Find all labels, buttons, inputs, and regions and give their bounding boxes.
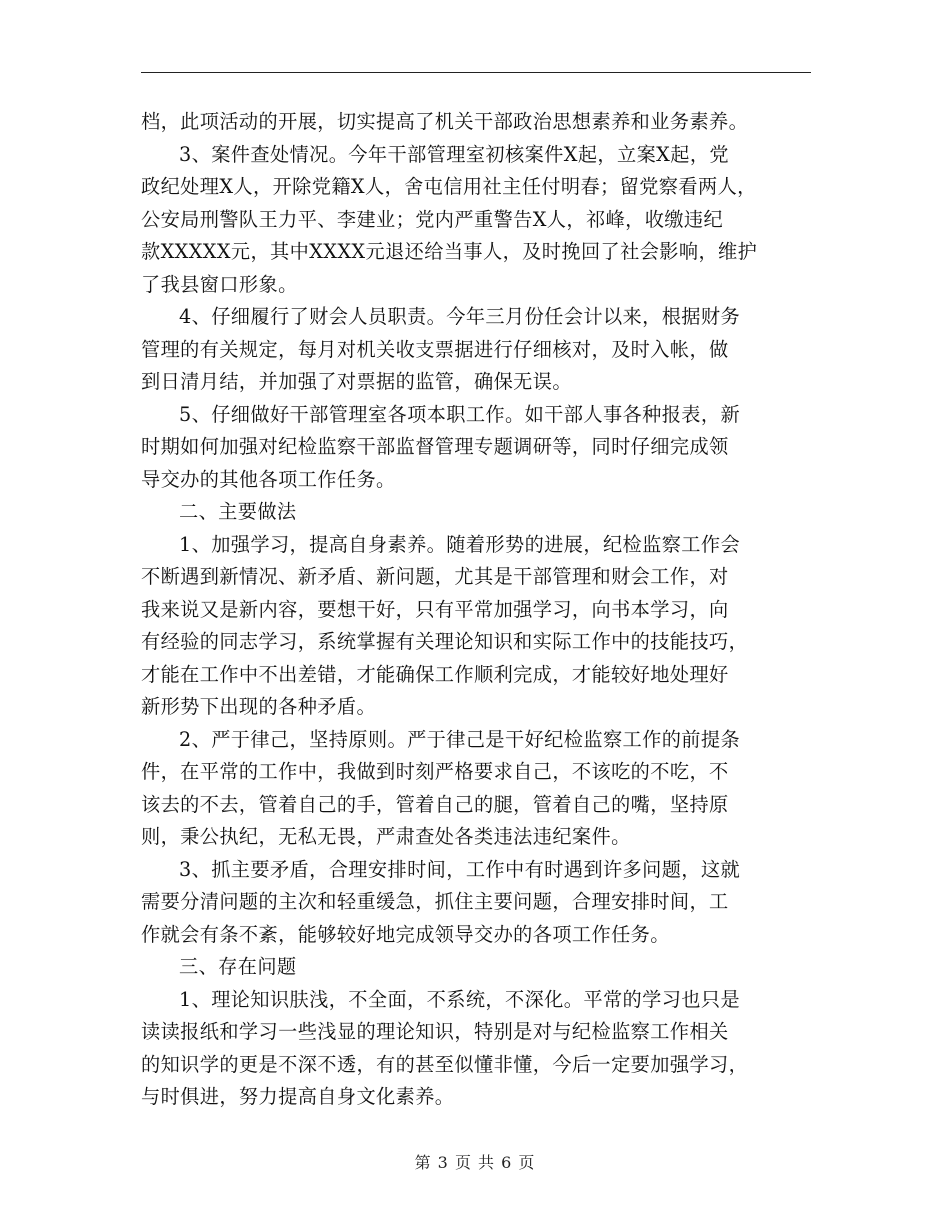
text-line: 5、仔细做好干部管理室各项本职工作。如干部人事各种报表，新 — [179, 402, 741, 426]
text-line: 读读报纸和学习一些浅显的理论知识，特别是对与纪检监察工作相关 — [141, 1020, 729, 1043]
text-line: 与时俱进，努力提高自身文化素养。 — [141, 1085, 455, 1108]
page-number-footer: 第 3 页 共 6 页 — [414, 1153, 536, 1172]
text-line: 该去的不去，管着自己的手，管着自己的腿，管着自己的嘴，坚持原 — [141, 792, 729, 816]
text-line: 管理的有关规定，每月对机关收支票据进行仔细核对，及时入帐，做 — [141, 337, 729, 361]
text-line: 则，秉公执纪，无私无畏，严肃查处各类违法违纪案件。 — [141, 825, 631, 848]
text-line: 1、理论知识肤浅，不全面，不系统，不深化。平常的学习也只是 — [179, 987, 741, 1011]
text-line: 不断遇到新情况、新矛盾、新问题，尤其是干部管理和财会工作，对 — [141, 565, 729, 588]
text-line: 作就会有条不紊，能够较好地完成领导交办的各项工作任务。 — [141, 922, 670, 946]
text-line: 我来说又是新内容，要想干好，只有平常加强学习，向书本学习，向 — [141, 597, 729, 621]
text-line: 1、加强学习，提高自身素养。随着形势的进展，纪检监察工作会 — [179, 532, 741, 556]
text-line: 2、严于律己，坚持原则。严于律己是干好纪检监察工作的前提条 — [179, 727, 741, 751]
text-line: 需要分清问题的主次和轻重缓急，抓住主要问题，合理安排时间，工 — [141, 890, 729, 913]
text-line: 到日清月结，并加强了对票据的监管，确保无误。 — [141, 370, 572, 393]
text-line: 4、仔细履行了财会人员职责。今年三月份任会计以来，根据财务 — [179, 305, 741, 328]
text-line: 款XXXXX元，其中XXXX元退还给当事人，及时挽回了社会影响，维护 — [141, 240, 758, 263]
text-line: 3、抓主要矛盾，合理安排时间，工作中有时遇到许多问题，这就 — [179, 857, 741, 881]
text-line: 政纪处理X人，开除党籍X人，舍屯信用社主任付明春；留党察看两人， — [141, 175, 757, 198]
text-line: 件，在平常的工作中，我做到时刻严格要求自己，不该吃的不吃，不 — [141, 760, 729, 783]
text-line: 公安局刑警队王力平、李建业；党内严重警告X人，祁峰，收缴违纪 — [141, 207, 724, 231]
section-heading: 三、存在问题 — [179, 955, 297, 978]
body-text — [141, 106, 813, 1114]
text-line: 有经验的同志学习，系统掌握有关理论知识和实际工作中的技能技巧， — [141, 630, 749, 653]
text-line: 新形势下出现的各种矛盾。 — [141, 695, 377, 718]
text-line: 的知识学的更是不深不透，有的甚至似懂非懂，今后一定要加强学习， — [141, 1052, 749, 1076]
text-line: 时期如何加强对纪检监察干部监督管理专题调研等，同时仔细完成领 — [141, 435, 729, 458]
text-line: 档，此项活动的开展，切实提高了机关干部政治思想素养和业务素养。 — [141, 110, 749, 133]
header-rule — [141, 72, 811, 73]
text-line: 导交办的其他各项工作任务。 — [141, 467, 396, 491]
text-line: 了我县窗口形象。 — [141, 272, 298, 296]
text-line: 3、案件查处情况。今年干部管理室初核案件X起，立案X起，党 — [179, 142, 730, 166]
section-heading: 二、主要做法 — [179, 500, 297, 523]
text-line: 才能在工作中不出差错，才能确保工作顺利完成，才能较好地处理好 — [141, 662, 729, 686]
